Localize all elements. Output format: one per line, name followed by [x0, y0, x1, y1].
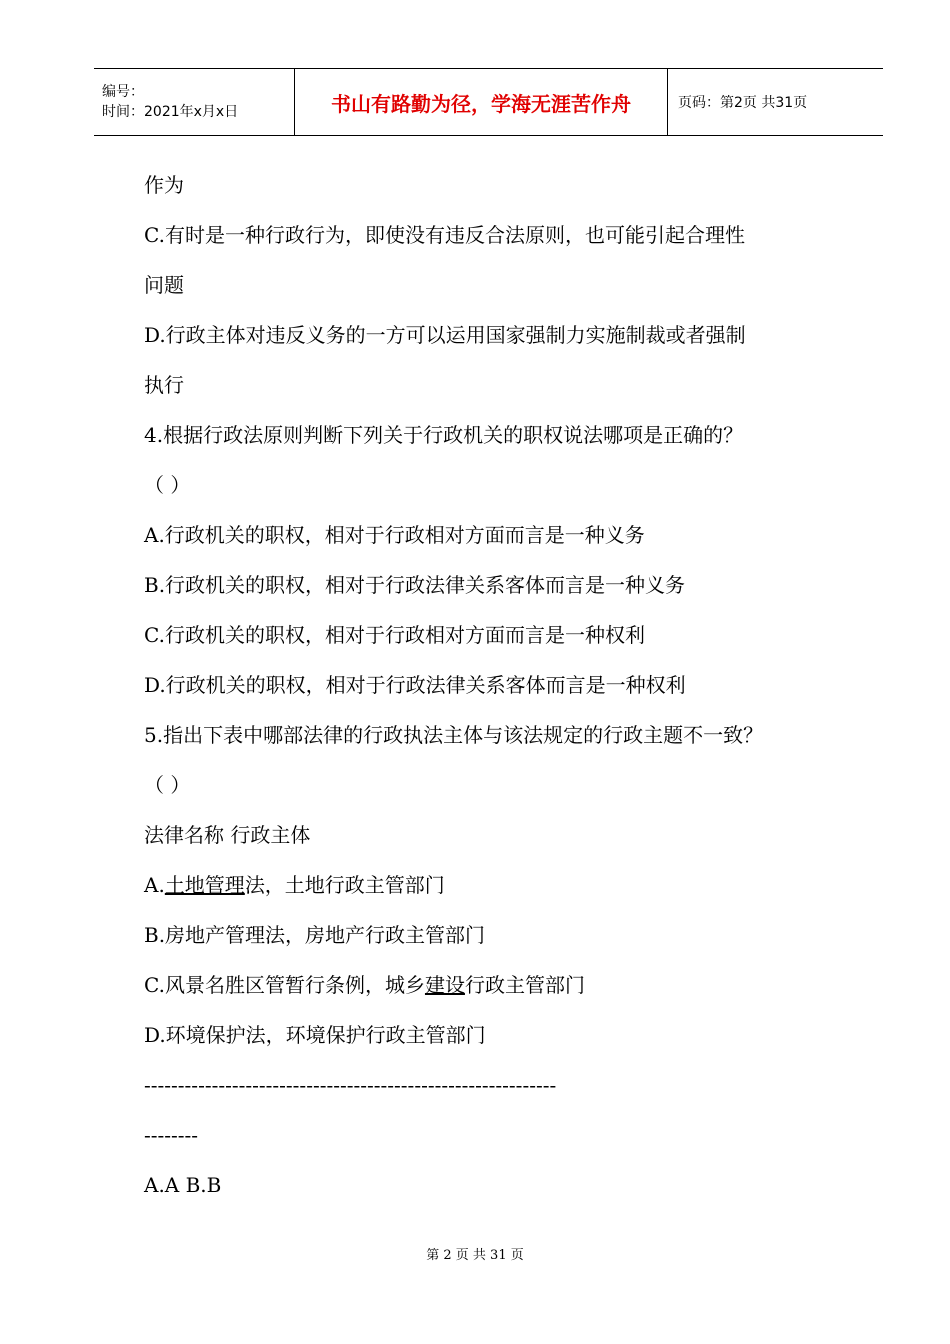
dashed-separator: ------------------------------------------------------------- [144, 1073, 557, 1097]
code-label: 编号： [102, 84, 144, 100]
dashed-separator-continued: -------- [144, 1123, 199, 1147]
option-text: C.风景名胜区管暂行条例，城乡 [144, 973, 425, 997]
option-b-line: B.行政机关的职权，相对于行政法律关系客体而言是一种义务 [144, 573, 686, 597]
option-text: 法，土地行政主管部门 [244, 873, 445, 897]
page-footer: 第 2 页 共 31 页 [426, 1248, 524, 1263]
option-b-line: B.房地产管理法，房地产行政主管部门 [144, 923, 486, 947]
option-d-line: D.行政主体对违反义务的一方可以运用国家强制力实施制裁或者强制 [144, 323, 746, 347]
text-line: 作为 [144, 173, 184, 197]
option-d-line: D.环境保护法，环境保护行政主管部门 [144, 1023, 486, 1047]
option-prefix: A. [144, 873, 165, 897]
question-5: 5.指出下表中哪部法律的行政执法主体与该法规定的行政主题不一致？ [144, 723, 764, 747]
option-c-line [144, 960, 844, 1010]
underlined-link-text[interactable]: 建设 [424, 973, 465, 997]
underlined-link-text[interactable]: 土地管理 [164, 873, 245, 897]
time-label: 时间：2021年x月x日 [102, 104, 239, 120]
option-text: 行政主管部门 [464, 973, 585, 997]
option-a-line: A.行政机关的职权，相对于行政相对方面而言是一种义务 [144, 523, 645, 547]
text-line: 执行 [144, 373, 184, 397]
question-4: 4.根据行政法原则判断下列关于行政机关的职权说法哪项是正确的？ [144, 423, 744, 447]
header-page-info: 页码：第2页 共31页 [678, 95, 808, 111]
option-c-line: C.行政机关的职权，相对于行政相对方面而言是一种权利 [144, 623, 645, 647]
document-body [144, 160, 844, 1210]
table-header-line: 法律名称 行政主体 [144, 823, 311, 847]
option-c-line: C.有时是一种行政行为，即使没有违反合法原则，也可能引起合理性 [144, 223, 745, 247]
answer-blank: （ ） [144, 473, 191, 497]
answer-blank: （ ） [144, 773, 191, 797]
answer-options-line: A.A B.B [144, 1173, 222, 1197]
header-motto: 书山有路勤为径，学海无涯苦作舟 [295, 69, 668, 135]
option-a-line [144, 860, 844, 910]
option-d-line: D.行政机关的职权，相对于行政法律关系客体而言是一种权利 [144, 673, 686, 697]
page-header [94, 68, 883, 136]
header-meta [94, 69, 295, 135]
text-line: 问题 [144, 273, 184, 297]
